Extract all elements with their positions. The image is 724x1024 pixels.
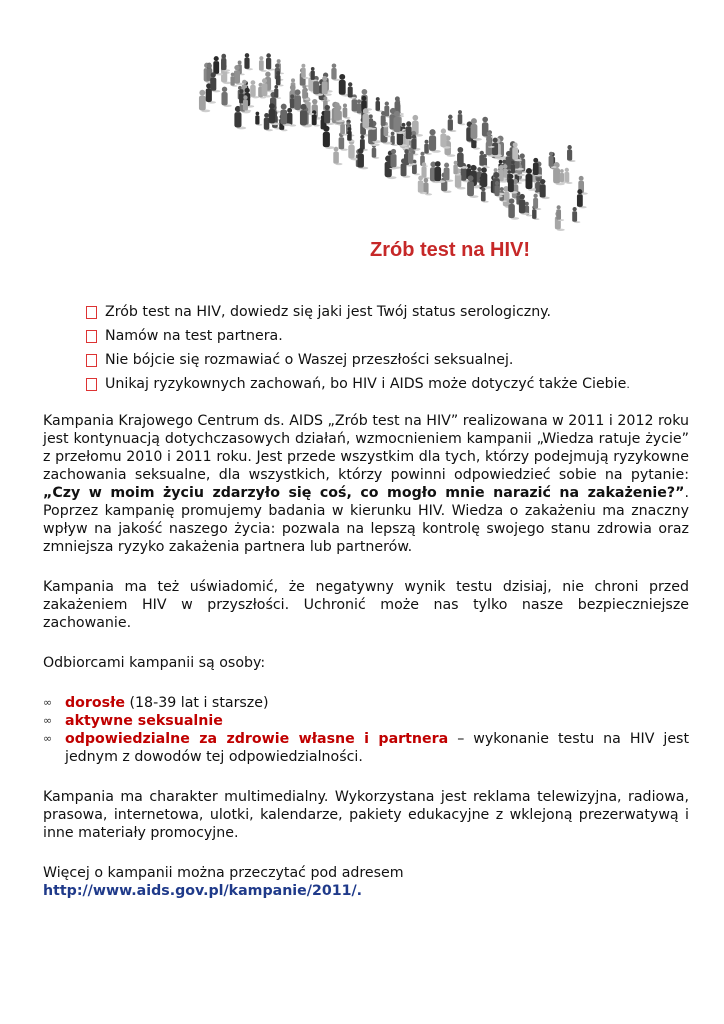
paragraph-text: Więcej o kampanii można przeczytać pod adresem [43, 865, 404, 881]
person-figure [331, 63, 340, 80]
list-item [43, 730, 689, 766]
person-figure [512, 142, 522, 161]
person-figure [221, 54, 230, 72]
person-figure [567, 145, 576, 162]
person-figure [343, 104, 351, 119]
person-figure [564, 168, 572, 184]
paragraph-more-info [43, 864, 689, 900]
person-figure [458, 110, 466, 125]
checklist-text: Zrób test na HIV, dowiedz się jaki jest Twój status serologiczny. [105, 304, 552, 320]
person-figure [540, 179, 550, 199]
checklist-item [86, 350, 686, 374]
list-item [43, 694, 689, 712]
person-figure [421, 162, 430, 179]
checklist-text: Namów na test partnera. [105, 328, 283, 344]
article-body [43, 412, 689, 922]
campaign-banner [196, 50, 590, 264]
checklist-text: Nie bójcie się rozmawiać o Waszej przeszłości seksualnej. [105, 352, 514, 368]
checklist-item [86, 302, 686, 326]
audience-list [43, 694, 689, 766]
banner-caption: Zrób test na HIV! [369, 239, 531, 261]
checkbox-icon [86, 330, 97, 343]
person-figure [322, 76, 332, 96]
person-figure [577, 189, 587, 208]
crowd-illustration [196, 50, 590, 264]
campaign-link[interactable]: http://www.aids.gov.pl/kampanie/2011/. [43, 883, 363, 899]
infinity-bullet-icon: ∞ [43, 714, 53, 727]
person-figure [457, 147, 468, 169]
checklist-item [86, 326, 686, 350]
person-figure [481, 187, 489, 202]
person-figure [250, 80, 259, 98]
paragraph-multimedia: Kampania ma charakter multimedialny. Wykorzystana jest reklama telewizyjna, radiowa, prasowa, internetowa, ulotki, kalendarze, pakiety edukacyjne z wklejoną prezerwatywą i inne materiały promocyjne. [43, 789, 689, 841]
highlight-text: odpowiedzialne za zdrowie własne i partnera [65, 731, 449, 747]
key-question: „Czy w moim życiu zdarzyło się coś, co mogło mnie narazić na zakażenie?” [43, 485, 685, 501]
person-figure [444, 163, 454, 182]
person-figure [347, 127, 355, 142]
person-figure [269, 103, 280, 125]
person-figure [259, 56, 267, 72]
person-figure [390, 149, 400, 169]
person-figure [244, 53, 253, 70]
person-figure [255, 112, 262, 126]
checklist-item [86, 374, 686, 398]
checklist-text: Unikaj ryzykownych zachowań, bo HIV i AIDS może dotyczyć także Ciebie [105, 376, 627, 392]
person-figure [274, 85, 281, 99]
person-figure [572, 207, 580, 223]
person-figure [323, 126, 335, 149]
paragraph-negative-result: Kampania ma też uświadomić, że negatywny wynik testu dzisiaj, nie chroni przed zakażeniem HIV w przyszłości. Uchronić może nas tylko nasze bezpieczniejsze zachowanie. [43, 579, 689, 631]
paragraph-intro [43, 412, 689, 556]
highlight-text: dorosłe [65, 695, 125, 711]
paragraph-text: . Poprzez kampanię promujemy badania w kierunku HIV. Wiedza o zakażeniu ma znaczny wpływ na jakość naszego życia: pozwala na lepszą kontrolę swojego stanu zdrowia oraz zmniejsza ryzyko zakażenia partnera lub partnerów. [43, 485, 689, 555]
person-figure [375, 97, 383, 112]
person-figure [556, 205, 564, 221]
person-figure [221, 87, 231, 107]
checkbox-icon [86, 354, 97, 367]
list-item [43, 712, 689, 730]
checklist-suffix: . [626, 378, 630, 391]
person-figure [301, 64, 309, 79]
person-figure [429, 129, 441, 153]
highlight-text: aktywne seksualnie [65, 713, 223, 729]
person-figure [357, 148, 368, 169]
person-figure [266, 53, 275, 70]
paragraph-audience: Odbiorcami kampanii są osoby: [43, 655, 266, 671]
infinity-bullet-icon: ∞ [43, 696, 53, 709]
paragraph-text: Kampania Krajowego Centrum ds. AIDS „Zrób test na HIV” realizowana w 2011 i 2012 roku jest kontynuacją dotychczasowych działań, wzmocnieniem kampanii „Wiedza ratuje życie” z przełomu 2010 i 2011 roku. Jest przede wszystkim dla tych, którzy podejmują ryzykowne zachowania seksualne, dla wszystkich, którzy powinni odpowiedzieć sobie na pytanie: [43, 413, 689, 483]
person-figure [334, 102, 344, 122]
list-text: (18-39 lat i starsze) [124, 695, 269, 711]
tips-checklist [86, 302, 686, 398]
checkbox-icon [86, 306, 97, 319]
person-figure [471, 118, 482, 141]
person-figure [372, 144, 380, 159]
infinity-bullet-icon: ∞ [43, 732, 53, 745]
list-text: – wykonanie testu na HIV jest jednym z dowodów tej odpowiedzialności. [65, 731, 690, 765]
checkbox-icon [86, 378, 97, 391]
person-figure [448, 115, 457, 132]
